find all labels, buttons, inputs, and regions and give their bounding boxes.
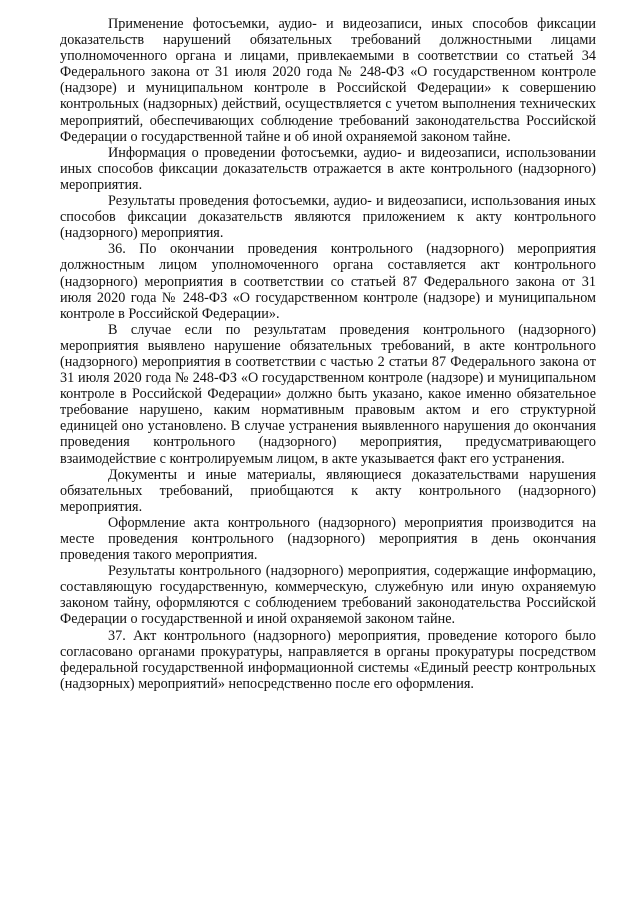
paragraph-act-formalization: Оформление акта контрольного (надзорного) мероприятия производится на месте проведения контрольного (надзорного) мероприятия в день окончания проведения такого мероприятия. xyxy=(60,514,596,564)
paragraph-secret-information: Результаты контрольного (надзорного) мероприятия, содержащие информацию, составляющую государственную, коммерческую, служебную или иную охраняемую законом тайну, оформляются с соблюдением требований законодательства Российской Федерации о государственной и иной охраняемой законом тайне. xyxy=(60,563,596,628)
paragraph-fixation-info-in-act: Информация о проведении фотосъемки, аудио- и видеозаписи, использовании иных способов фиксации доказательств отражается в акте контрольного (надзорного) мероприятия. xyxy=(60,144,596,193)
paragraph-violation-in-act: В случае если по результатам проведения контрольного (надзорного) мероприятия выявлено нарушение обязательных требований, в акте контрольного (надзорного) мероприятия в соответствии с частью 2 статьи 87 Федерального закона от 31 июля 2020 года № 248-ФЗ «О государственном контроле (надзоре) и муниципальном контроле в Российской Федерации» должно быть указано, какое именно обязательное требование нарушено, каким нормативным правовым актом и его структурной единицей оно установлено. В случае устранения выявленного нарушения до окончания проведения контрольного (надзорного) мероприятия, предусматривающего взаимодействие с контролируемым лицом, в акте указывается факт его устранения. xyxy=(60,321,596,467)
paragraph-item-37: 37. Акт контрольного (надзорного) мероприятия, проведение которого было согласовано органами прокуратуры, направляется в органы прокуратуры посредством федеральной государственной информационной системы «Единый реестр контрольных (надзорных) мероприятий» непосредственно после его оформления. xyxy=(60,627,596,692)
paragraph-photo-video-fixation: Применение фотосъемки, аудио- и видеозаписи, иных способов фиксации доказательств нарушений обязательных требований должностными лицами уполномоченного органа и лицами, привлекаемыми в соответствии со статьей 34 Федерального закона от 31 июля 2020 года № 248-ФЗ «О государственном контроле (надзоре) и муниципальном контроле в Российской Федерации» к совершению контрольных (надзорных) действий, осуществляется с учетом выполнения технических мероприятий, обеспечивающих соблюдение требований законодательства Российской Федерации о государственной тайне и об иной охраняемой законом тайне. xyxy=(60,16,596,145)
paragraph-evidence-documents: Документы и иные материалы, являющиеся доказательствами нарушения обязательных требований, приобщаются к акту контрольного (надзорного) мероприятия. xyxy=(60,466,596,515)
document-page xyxy=(60,16,596,692)
paragraph-item-36: 36. По окончании проведения контрольного (надзорного) мероприятия должностным лицом уполномоченного органа составляется акт контрольного (надзорного) мероприятия в соответствии со статьей 87 Федерального закона от 31 июля 2020 года № 248-ФЗ «О государственном контроле (надзоре) и муниципальном контроле в Российской Федерации». xyxy=(60,241,596,322)
paragraph-fixation-results-appendix: Результаты проведения фотосъемки, аудио- и видеозаписи, использования иных способов фиксации доказательств являются приложением к акту контрольного (надзорного) мероприятия. xyxy=(60,193,596,242)
